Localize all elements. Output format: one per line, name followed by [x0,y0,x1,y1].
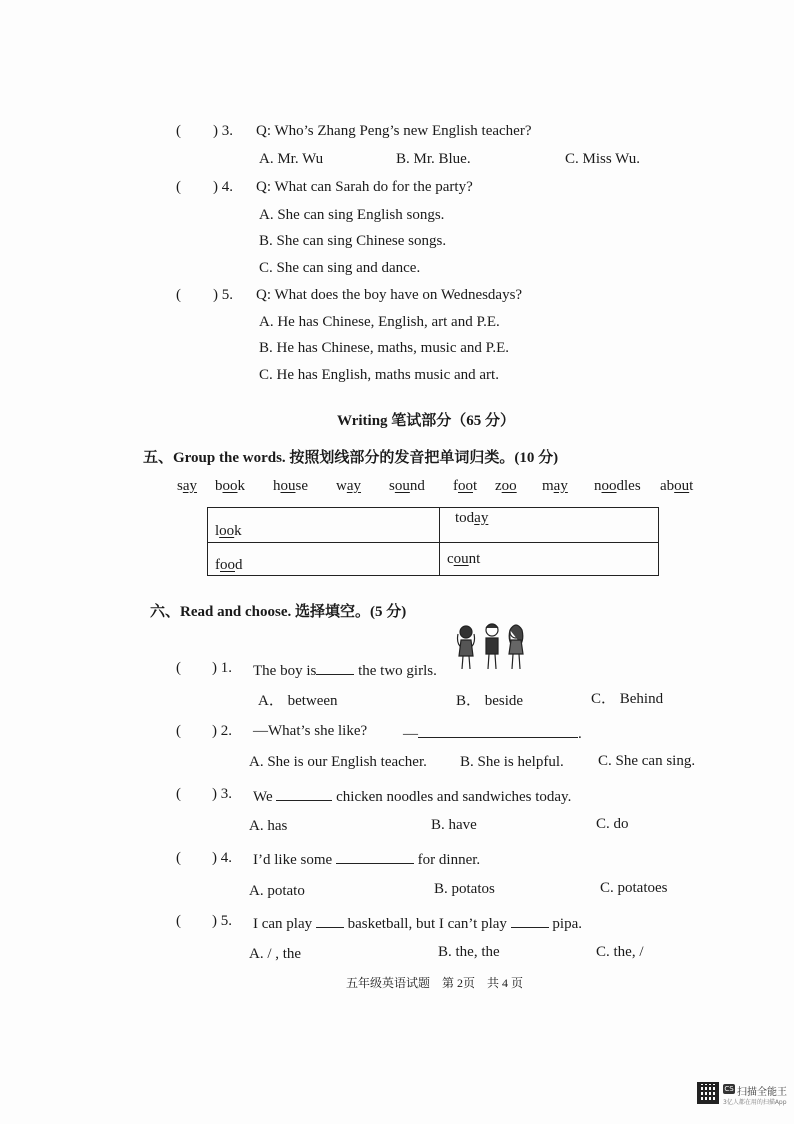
option-a: A. She is our English teacher. [249,754,427,770]
answer-paren[interactable]: ( [176,786,181,802]
word-item: sound [389,478,425,494]
option-a: A. Mr. Wu [259,151,324,167]
question-number: ) 4. [212,850,232,866]
option-c: C. Miss Wu. [565,151,640,167]
answer-paren[interactable]: ( [176,723,181,739]
grouping-table [207,507,659,576]
answer-paren[interactable]: ( [176,179,181,195]
question-text: Q: What does the boy have on Wednesdays? [256,287,523,303]
question-text: Q: Who’s Zhang Peng’s new English teacher? [256,123,532,139]
option-b: B. He has Chinese, maths, music and P.E. [259,340,509,356]
page-footer: 五年级英语试题 第 2页 共 4 页 [346,976,524,990]
fill-blank[interactable] [336,849,414,864]
table-divider [208,542,658,543]
option-c: C． Behind [591,691,664,707]
scanner-brand-tagline: 3亿人都在用的扫描App [723,1099,787,1106]
question-number: ) 4. [213,179,233,195]
question-text: I’d like some for dinner. [253,849,480,869]
word-item: book [215,478,245,494]
word-item: zoo [495,478,517,494]
table-cell-food[interactable]: food [215,557,243,573]
word-item: about [660,478,694,494]
question-text: Q: What can Sarah do for the party? [256,179,473,195]
question-text: —What’s she like? [253,723,368,739]
fill-blank[interactable] [276,786,332,801]
answer-paren[interactable]: ( [176,913,181,929]
option-a: A. He has Chinese, English, art and P.E. [259,314,500,330]
question-number: ) 5. [212,913,232,929]
question-text: The boy is the two girls. [253,660,437,680]
writing-heading: Writing 笔试部分（65 分） [337,413,516,429]
fill-blank[interactable] [511,913,549,928]
option-b: B. She is helpful. [460,754,564,770]
fill-blank[interactable] [418,723,578,738]
section6-title: 六、Read and choose. 选择填空。(5 分) [150,604,407,620]
option-b: B. Mr. Blue. [396,151,471,167]
option-b: B． beside [456,693,524,709]
children-illustration [452,622,532,672]
answer-paren[interactable]: ( [176,287,181,303]
word-item: way [336,478,362,494]
table-cell-count[interactable]: count [447,551,481,567]
answer-line: — . [403,723,582,743]
answer-paren[interactable]: ( [176,123,181,139]
scanner-brand-name: 扫描全能王 [737,1087,787,1098]
answer-paren[interactable]: ( [176,850,181,866]
section5-title: 五、Group the words. 按照划线部分的发音把单词归类。(10 分) [143,450,559,466]
option-b: B. have [431,817,477,833]
option-b: B. She can sing Chinese songs. [259,233,447,249]
question-number: ) 3. [213,123,233,139]
answer-paren[interactable]: ( [176,660,181,676]
option-b: B. the, the [438,944,500,960]
word-item: foot [453,478,478,494]
option-c: C. the, / [596,944,644,960]
option-c: C. potatoes [600,880,668,896]
option-a: A. has [249,818,288,834]
option-a: A. / , the [249,946,302,962]
question-number: ) 3. [212,786,232,802]
option-a: A. She can sing English songs. [259,207,445,223]
question-text: We chicken noodles and sandwiches today. [253,786,571,806]
word-item: may [542,478,568,494]
option-c: C. do [596,816,629,832]
word-item: house [273,478,308,494]
option-a: A. potato [249,883,305,899]
qr-code-icon [697,1082,719,1104]
fill-blank[interactable] [316,913,344,928]
word-item: say [177,478,198,494]
table-cell-look[interactable]: look [215,523,242,539]
camscanner-logo-icon: CS [724,1085,734,1093]
question-text: I can play basketball, but I can’t play pipa. [253,913,582,933]
question-number: ) 2. [212,723,232,739]
option-c: C. She can sing. [598,753,696,769]
option-b: B. potatos [434,881,495,897]
table-cell-today[interactable]: today [455,510,489,526]
fill-blank[interactable] [316,660,354,675]
word-item: noodles [594,478,641,494]
option-a: A． between [258,693,338,709]
question-number: ) 1. [212,660,232,676]
option-c: C. He has English, maths music and art. [259,367,499,383]
option-c: C. She can sing and dance. [259,260,421,276]
question-number: ) 5. [213,287,233,303]
